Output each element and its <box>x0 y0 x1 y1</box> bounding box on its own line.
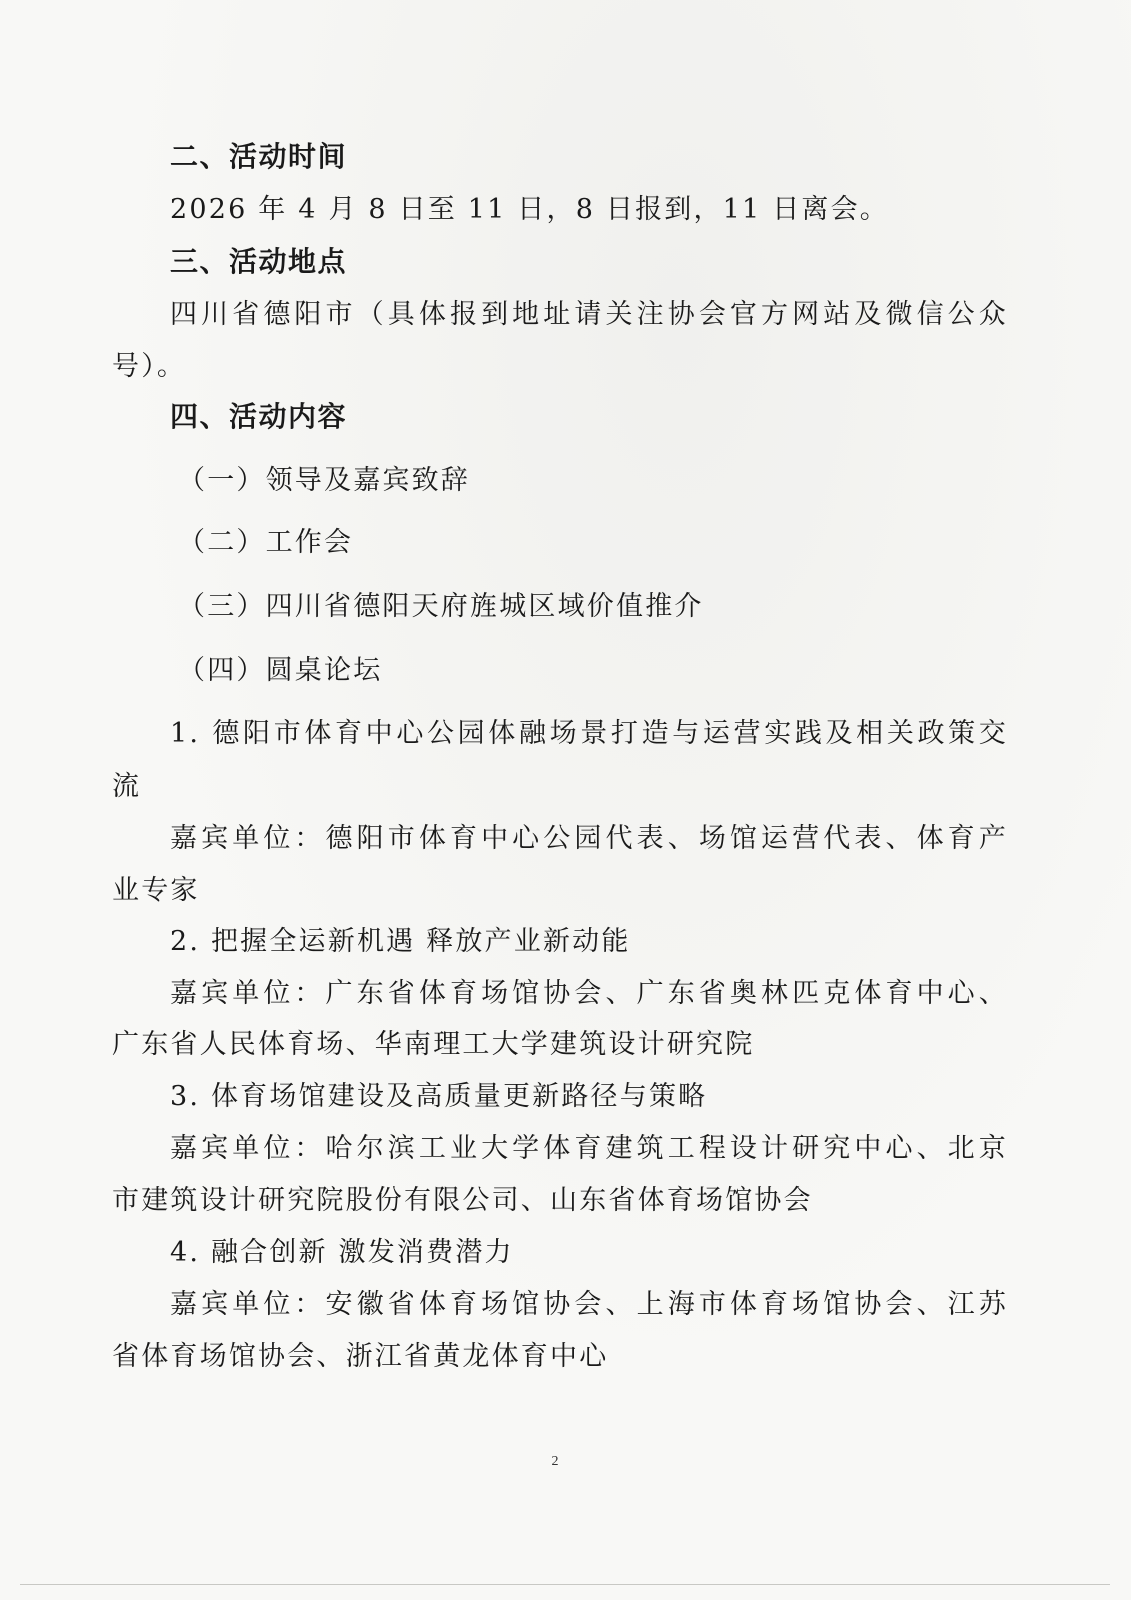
activity-location-text-line1: 四川省德阳市（具体报到地址请关注协会官方网站及微信公众 <box>170 299 1008 330</box>
content-item-1: （一）领导及嘉宾致辞 <box>178 465 470 496</box>
forum-topic-1-title-line1: 1. 德阳市体育中心公园体融场景打造与运营实践及相关政策交 <box>170 718 1008 749</box>
forum-topic-1-guests-line1: 嘉宾单位：德阳市体育中心公园代表、场馆运营代表、体育产 <box>170 823 1008 854</box>
forum-topic-4-guests-line1: 嘉宾单位：安徽省体育场馆协会、上海市体育场馆协会、江苏 <box>170 1289 1008 1320</box>
forum-topic-2-guests-line2: 广东省人民体育场、华南理工大学建筑设计研究院 <box>112 1029 755 1060</box>
forum-topic-1-guests-line2: 业专家 <box>112 875 200 906</box>
forum-topic-3-guests-line2: 市建筑设计研究院股份有限公司、山东省体育场馆协会 <box>112 1185 813 1216</box>
forum-topic-1-title-line2: 流 <box>112 771 142 802</box>
forum-topic-4-title: 4. 融合创新 激发消费潜力 <box>170 1237 514 1268</box>
activity-location-text-line2: 号）。 <box>112 351 187 382</box>
forum-topic-2-title: 2. 把握全运新机遇 释放产业新动能 <box>170 926 631 957</box>
scan-edge-line <box>20 1584 1110 1585</box>
forum-topic-3-guests-line1: 嘉宾单位：哈尔滨工业大学体育建筑工程设计研究中心、北京 <box>170 1133 1008 1164</box>
heading-activity-time: 二、活动时间 <box>170 140 348 173</box>
page-number: 2 <box>551 1454 559 1469</box>
activity-time-text: 2026 年 4 月 8 日至 11 日，8 日报到，11 日离会。 <box>170 194 890 225</box>
forum-topic-4-guests-line2: 省体育场馆协会、浙江省黄龙体育中心 <box>112 1341 609 1372</box>
content-item-4: （四）圆桌论坛 <box>178 655 383 686</box>
content-item-3: （三）四川省德阳天府旌城区域价值推介 <box>178 591 704 622</box>
heading-activity-location: 三、活动地点 <box>170 245 348 278</box>
heading-activity-content: 四、活动内容 <box>170 400 348 433</box>
forum-topic-3-title: 3. 体育场馆建设及高质量更新路径与策略 <box>170 1081 708 1112</box>
forum-topic-2-guests-line1: 嘉宾单位：广东省体育场馆协会、广东省奥林匹克体育中心、 <box>170 978 1008 1009</box>
content-item-2: （二）工作会 <box>178 527 354 558</box>
